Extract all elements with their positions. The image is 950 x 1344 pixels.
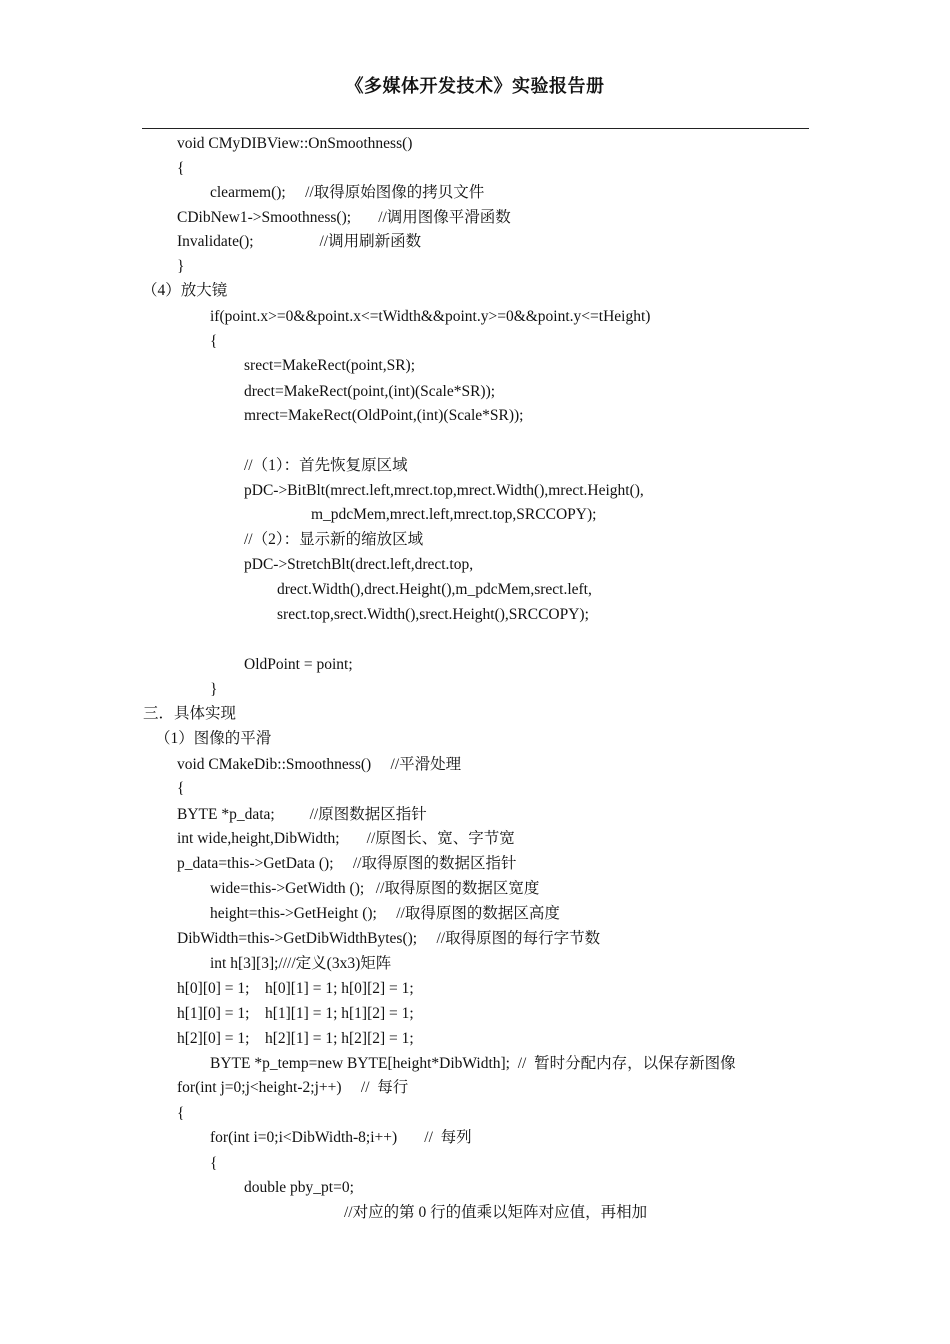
code-line: height=this->GetHeight (); //取得原图的数据区高度	[210, 905, 560, 922]
code-line: {	[210, 333, 218, 350]
code-line: BYTE *p_temp=new BYTE[height*DibWidth]; // 暂时分配内存，以保存新图像	[210, 1055, 736, 1072]
code-line: m_pdcMem,mrect.left,mrect.top,SRCCOPY);	[311, 506, 597, 523]
code-line: {	[177, 160, 185, 177]
code-line: if(point.x>=0&&point.x<=tWidth&&point.y>=0&&point.y<=tHeight)	[210, 308, 651, 325]
section-heading: （4）放大镜	[142, 282, 228, 299]
subsection-heading: （1）图像的平滑	[155, 730, 272, 747]
code-line: drect=MakeRect(point,(int)(Scale*SR));	[244, 383, 496, 400]
code-line: double pby_pt=0;	[244, 1179, 354, 1196]
code-line: mrect=MakeRect(OldPoint,(int)(Scale*SR));	[244, 407, 524, 424]
code-line: DibWidth=this->GetDibWidthBytes(); //取得原图的每行字节数	[177, 930, 601, 947]
code-line: void CMakeDib::Smoothness() //平滑处理	[177, 756, 462, 773]
code-line: int h[3][3];////定义(3x3)矩阵	[210, 955, 392, 972]
code-line: BYTE *p_data; //原图数据区指针	[177, 806, 427, 823]
code-line: pDC->BitBlt(mrect.left,mrect.top,mrect.Width(),mrect.Height(),	[244, 482, 644, 499]
code-line: h[0][0] = 1; h[0][1] = 1; h[0][2] = 1;	[177, 980, 414, 997]
code-line: }	[210, 681, 218, 698]
code-line: CDibNew1->Smoothness(); //调用图像平滑函数	[177, 209, 511, 226]
code-line: h[2][0] = 1; h[2][1] = 1; h[2][2] = 1;	[177, 1030, 414, 1047]
code-line: wide=this->GetWidth (); //取得原图的数据区宽度	[210, 880, 540, 897]
section-heading: 三．具体实现	[143, 705, 237, 722]
header-divider	[142, 128, 809, 129]
code-line: srect.top,srect.Width(),srect.Height(),SRCCOPY);	[277, 606, 589, 623]
code-line: void CMyDIBView::OnSmoothness()	[177, 135, 413, 152]
code-line: for(int i=0;i<DibWidth-8;i++) // 每列	[210, 1129, 472, 1146]
code-line: int wide,height,DibWidth; //原图长、宽、字节宽	[177, 830, 515, 847]
code-line: h[1][0] = 1; h[1][1] = 1; h[1][2] = 1;	[177, 1005, 414, 1022]
code-comment: //（1）：首先恢复原区域	[244, 457, 408, 474]
code-line: Invalidate(); //调用刷新函数	[177, 233, 422, 250]
code-line: {	[177, 1105, 185, 1122]
code-line: }	[177, 258, 185, 275]
code-line: {	[210, 1155, 218, 1172]
code-line: pDC->StretchBlt(drect.left,drect.top,	[244, 556, 474, 573]
code-comment: //对应的第 0 行的值乘以矩阵对应值，再相加	[344, 1204, 648, 1221]
code-line: {	[177, 780, 185, 797]
page-header-title: 《多媒体开发技术》实验报告册	[345, 76, 605, 97]
code-line: OldPoint = point;	[244, 656, 353, 673]
code-line: for(int j=0;j<height-2;j++) // 每行	[177, 1079, 409, 1096]
code-line: srect=MakeRect(point,SR);	[244, 357, 416, 374]
code-line: clearmem(); //取得原始图像的拷贝文件	[210, 184, 485, 201]
code-line: drect.Width(),drect.Height(),m_pdcMem,srect.left,	[277, 581, 592, 598]
code-comment: //（2）：显示新的缩放区域	[244, 531, 424, 548]
code-line: p_data=this->GetData (); //取得原图的数据区指针	[177, 855, 517, 872]
